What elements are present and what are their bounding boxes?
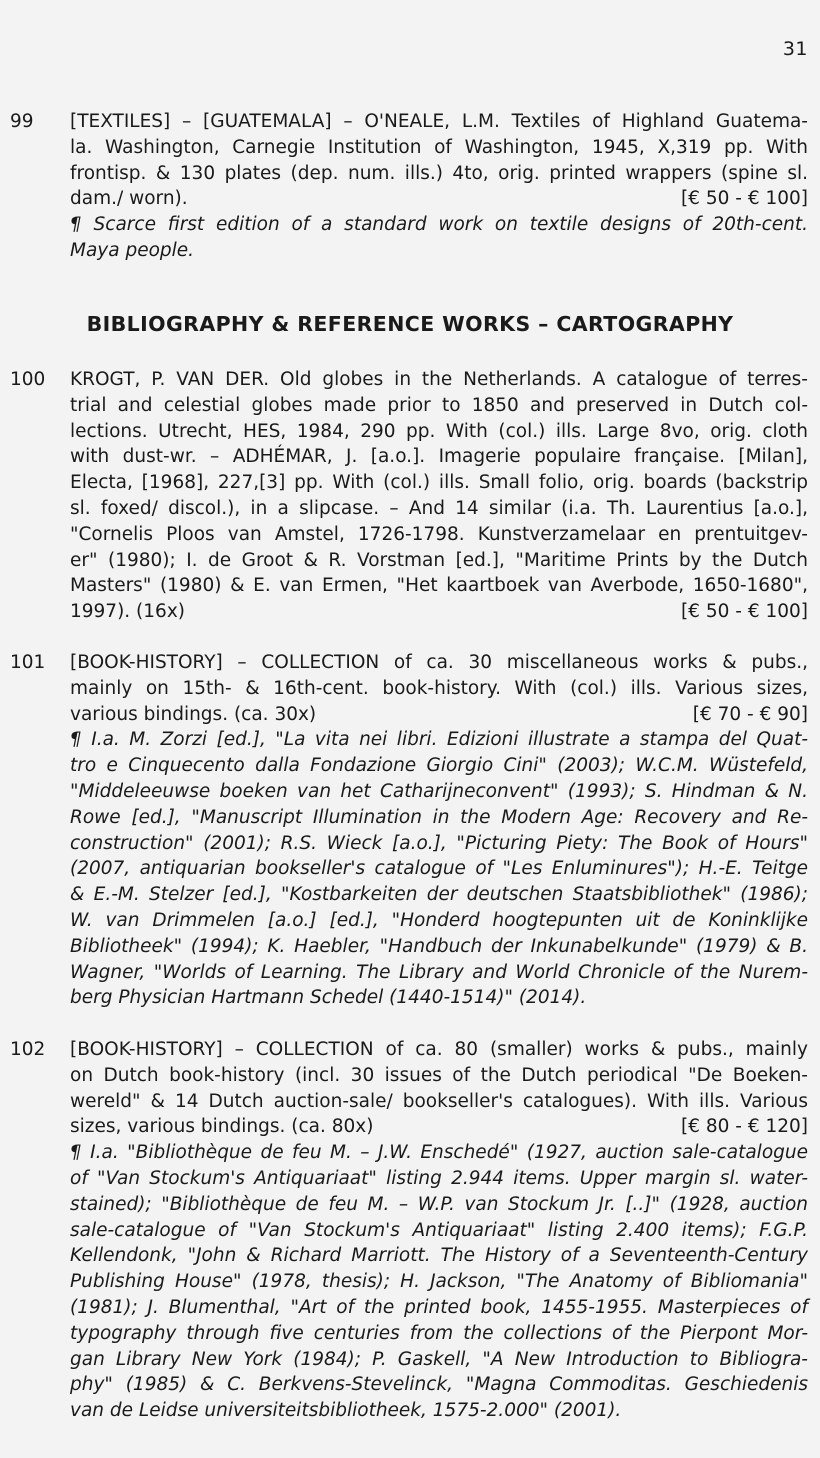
description-line: er" (1980); I. de Groot & R. Vorstman [ed.], "Maritime Prints by the Dutch bbox=[70, 549, 808, 571]
note-line: typography through five centuries from the collections of the Pierpont Mor- bbox=[70, 1322, 808, 1344]
note-line: construction" (2001); R.S. Wieck [a.o.], "Picturing Piety: The Book of Hours" bbox=[70, 832, 808, 854]
note-line: sale-catalogue of "Van Stockum's Antiquariaat" listing 2.400 items); F.G.P. bbox=[70, 1219, 808, 1241]
note-line: Wagner, "Worlds of Learning. The Library and World Chronicle of the Nurem- bbox=[70, 961, 808, 983]
description-line: dam./ worn). bbox=[70, 188, 188, 210]
note-line: "Middeleeuwse boeken van het Catharijneconvent" (1993); S. Hindman & N. bbox=[70, 780, 808, 802]
description-line: wereld" & 14 Dutch auction-sale/ bookseller's catalogues). With ills. Various bbox=[70, 1090, 808, 1112]
lot-number: 100 bbox=[10, 369, 46, 390]
description-line: sizes, various bindings. (ca. 80x) bbox=[70, 1116, 374, 1138]
description-last-line bbox=[70, 1114, 808, 1140]
description-line: with dust-wr. – ADHÉMAR, J. [a.o.]. Imagerie populaire française. [Milan], bbox=[70, 446, 808, 468]
note-line: of "Van Stockum's Antiquariaat" listing 2.944 items. Upper margin sl. water- bbox=[70, 1167, 808, 1189]
description-line: "Cornelis Ploos van Amstel, 1726-1798. Kunstverzamelaar en prentuitgev- bbox=[70, 523, 808, 545]
price-estimate: [€ 50 - € 100] bbox=[680, 601, 808, 623]
price-estimate: [€ 70 - € 90] bbox=[692, 703, 808, 725]
note-line: berg Physician Hartmann Schedel (1440-1514)" (2014). bbox=[70, 987, 587, 1009]
description-last-line bbox=[70, 599, 808, 625]
price-estimate: [€ 50 - € 100] bbox=[680, 188, 808, 210]
lot-description bbox=[70, 109, 808, 264]
note-line: stained); "Bibliothèque de feu M. – W.P. van Stockum Jr. [..]" (1928, auction bbox=[70, 1193, 808, 1215]
lot-description bbox=[70, 650, 808, 1011]
note-line: van de Leidse universiteitsbibliotheek, 1575-2.000" (2001). bbox=[70, 1400, 622, 1422]
description-line: sl. foxed/ discol.), in a slipcase. – And 14 similar (i.a. Th. Laurentius [a.o.], bbox=[70, 497, 808, 519]
note-line: Publishing House" (1978, thesis); H. Jackson, "The Anatomy of Bibliomania" bbox=[70, 1271, 808, 1293]
description-line: mainly on 15th- & 16th-cent. book-history. With (col.) ills. Various sizes, bbox=[70, 677, 808, 699]
description-last-line bbox=[70, 186, 808, 212]
note-line: W. van Drimmelen [a.o.] [ed.], "Honderd hoogtepunten uit de Koninklijke bbox=[70, 909, 808, 931]
note-line: phy" (1985) & C. Berkvens-Stevelinck, "Magna Commoditas. Geschiedenis bbox=[70, 1374, 808, 1396]
description-line: lections. Utrecht, HES, 1984, 290 pp. With (col.) ills. Large 8vo, orig. cloth bbox=[70, 420, 808, 442]
lot-number: 101 bbox=[10, 652, 46, 673]
price-estimate: [€ 80 - € 120] bbox=[680, 1116, 808, 1138]
note-line: (1981); J. Blumenthal, "Art of the printed book, 1455-1955. Masterpieces of bbox=[70, 1296, 808, 1318]
lot-number: 99 bbox=[10, 111, 34, 132]
description-line: 1997). (16x) bbox=[70, 601, 185, 623]
description-line: frontisp. & 130 plates (dep. num. ills.) 4to, orig. printed wrappers (spine sl. bbox=[70, 162, 808, 184]
note-line: Maya people. bbox=[70, 239, 195, 261]
description-line: various bindings. (ca. 30x) bbox=[70, 703, 317, 725]
page-number: 31 bbox=[782, 38, 808, 60]
description-line: la. Washington, Carnegie Institution of Washington, 1945, X,319 pp. With bbox=[70, 136, 808, 158]
note-line: & E.-M. Stelzer [ed.], "Kostbarkeiten der deutschen Staatsbibliothek" (1986); bbox=[70, 884, 808, 906]
note-line: Bibliotheek" (1994); K. Haebler, "Handbuch der Inkunabelkunde" (1979) & B. bbox=[70, 935, 808, 957]
lot-description bbox=[70, 1037, 808, 1424]
note-line: (2007, antiquarian bookseller's catalogue of "Les Enluminures"); H.-E. Teitge bbox=[70, 858, 808, 880]
section-heading: BIBLIOGRAPHY & REFERENCE WORKS – CARTOGRAPHY bbox=[86, 312, 734, 336]
note-line: ¶ I.a. M. Zorzi [ed.], "La vita nei libri. Edizioni illustrate a stampa del Quat- bbox=[70, 729, 808, 751]
description-line: on Dutch book-history (incl. 30 issues of the Dutch periodical "De Boeken- bbox=[70, 1064, 808, 1086]
description-line: [BOOK-HISTORY] – COLLECTION of ca. 80 (smaller) works & pubs., mainly bbox=[70, 1039, 808, 1060]
lot-description bbox=[70, 367, 808, 625]
note-line: ¶ Scarce first edition of a standard work on textile designs of 20th-cent. bbox=[70, 214, 808, 236]
note-line: gan Library New York (1984); P. Gaskell, "A New Introduction to Bibliogra- bbox=[70, 1348, 808, 1370]
description-line: trial and celestial globes made prior to 1850 and preserved in Dutch col- bbox=[70, 394, 808, 416]
description-line: KROGT, P. VAN DER. Old globes in the Netherlands. A catalogue of terres- bbox=[70, 369, 808, 390]
description-last-line bbox=[70, 702, 808, 728]
description-line: [TEXTILES] – [GUATEMALA] – O'NEALE, L.M. Textiles of Highland Guatema- bbox=[70, 111, 808, 132]
note-line: Kellendonk, "John & Richard Marriott. The History of a Seventeenth-Century bbox=[70, 1245, 808, 1267]
description-line: Electa, [1968], 227,[3] pp. With (col.) ills. Small folio, orig. boards (backstrip bbox=[70, 472, 808, 494]
description-line: Masters" (1980) & E. van Ermen, "Het kaartboek van Averbode, 1650-1680", bbox=[70, 575, 808, 597]
note-line: tro e Cinquecento dalla Fondazione Giorgio Cini" (2003); W.C.M. Wüstefeld, bbox=[70, 755, 808, 777]
note-line: Rowe [ed.], "Manuscript Illumination in the Modern Age: Recovery and Re- bbox=[70, 806, 808, 828]
description-line: [BOOK-HISTORY] – COLLECTION of ca. 30 miscellaneous works & pubs., bbox=[70, 652, 808, 673]
note-line: ¶ I.a. "Bibliothèque de feu M. – J.W. Enschedé" (1927, auction sale-catalogue bbox=[70, 1142, 808, 1164]
lot-number: 102 bbox=[10, 1039, 46, 1060]
